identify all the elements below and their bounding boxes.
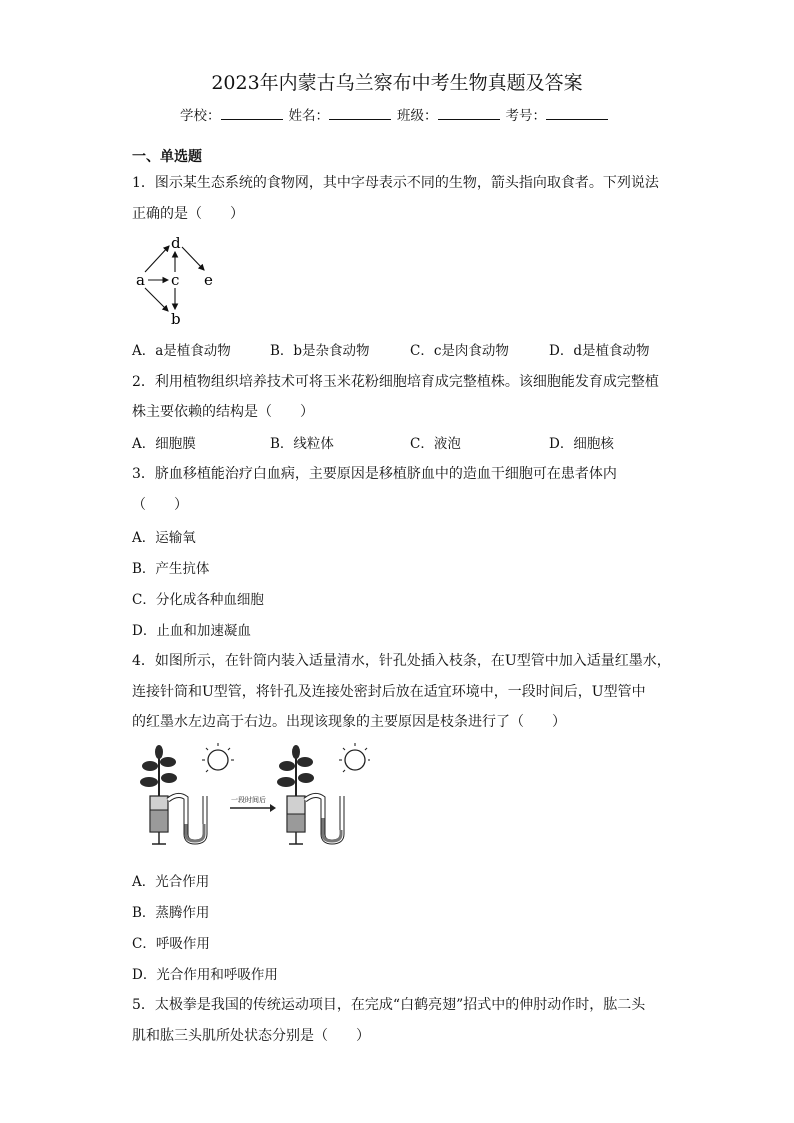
class-label: 班级： [397,108,438,124]
q3-option-a[interactable]: A．运输氧 [132,530,196,546]
q4-option-c[interactable]: C．呼吸作用 [132,936,210,952]
node-a: a [136,271,145,289]
q3-option-d[interactable]: D．止血和加速凝血 [132,623,251,639]
food-web-diagram [130,232,230,328]
q3-stem-line-1: 3．脐血移植能治疗白血病，主要原因是移植脐血中的造血干细胞可在患者体内 [132,466,617,482]
q4-option-d[interactable]: D．光合作用和呼吸作用 [132,967,278,983]
arrow-d-e [182,247,204,270]
name-blank [329,107,391,120]
q1-stem-line-2: 正确的是（ ） [132,206,244,222]
student-info-line [0,104,794,124]
q4-option-b[interactable]: B．蒸腾作用 [132,905,210,921]
node-c: c [171,271,180,289]
q4-stem-line-1: 4．如图所示，在针筒内装入适量清水，针孔处插入枝条，在U型管中加入适量红墨水， [132,653,671,669]
page-title: 2023年内蒙古乌兰察布中考生物真题及答案 [211,72,583,94]
node-d: d [171,234,181,252]
q2-option-c[interactable]: C．液泡 [410,436,461,452]
exam-no-blank [546,107,608,120]
section-title: 一、单选题 [132,149,202,165]
q4-stem-line-2: 连接针筒和U型管，将针孔及连接处密封后放在适宜环境中，一段时间后，U型管中 [132,684,646,700]
q3-option-b[interactable]: B．产生抗体 [132,561,210,577]
school-blank [221,107,283,120]
leaf-icon [279,761,295,771]
q1-option-a[interactable]: A．a是植食动物 [132,343,231,359]
q1-option-d[interactable]: D．d是植食动物 [549,343,650,359]
q2-option-b[interactable]: B．线粒体 [270,436,334,452]
q2-option-a[interactable]: A．细胞膜 [132,436,196,452]
q2-stem-line-2: 株主要依赖的结构是（ ） [132,404,314,420]
school-label: 学校： [180,108,221,124]
left-apparatus [140,743,234,844]
q1-option-b[interactable]: B．b是杂食动物 [270,343,370,359]
q4-stem-line-3: 的红墨水左边高于右边。出现该现象的主要原因是枝条进行了（ ） [132,714,566,730]
q4-option-a[interactable]: A．光合作用 [132,874,210,890]
q3-stem-line-2: （ ） [132,497,188,513]
time-arrow [230,795,276,812]
syringe-u-tube-diagram [130,740,370,850]
right-apparatus [277,743,370,844]
arrow-a-d [145,246,169,272]
leaf-icon [142,761,158,771]
q1-option-c[interactable]: C．c是肉食动物 [410,343,509,359]
name-label: 姓名： [288,108,329,124]
q5-stem-line-2: 肌和肱三头肌所处状态分别是（ ） [132,1028,370,1044]
class-blank [438,107,500,120]
sun-icon [208,750,228,770]
arrow-a-b [145,288,168,311]
q3-option-c[interactable]: C．分化成各种血细胞 [132,592,264,608]
exam-no-label: 考号： [505,108,546,124]
node-e: e [204,271,213,289]
q5-stem-line-1: 5．太极拳是我国的传统运动项目，在完成“白鹤亮翅”招式中的伸肘动作时，肱二头 [132,997,646,1013]
q2-option-d[interactable]: D．细胞核 [549,436,614,452]
q2-stem-line-1: 2．利用植物组织培养技术可将玉米花粉细胞培育成完整植株。该细胞能发育成完整植 [132,374,659,390]
q1-stem-line-1: 1．图示某生态系统的食物网，其中字母表示不同的生物，箭头指向取食者。下列说法 [132,175,659,191]
time-arrow-label: 一段时间后 [231,796,266,804]
sun-icon [345,750,365,770]
node-b: b [171,310,181,328]
